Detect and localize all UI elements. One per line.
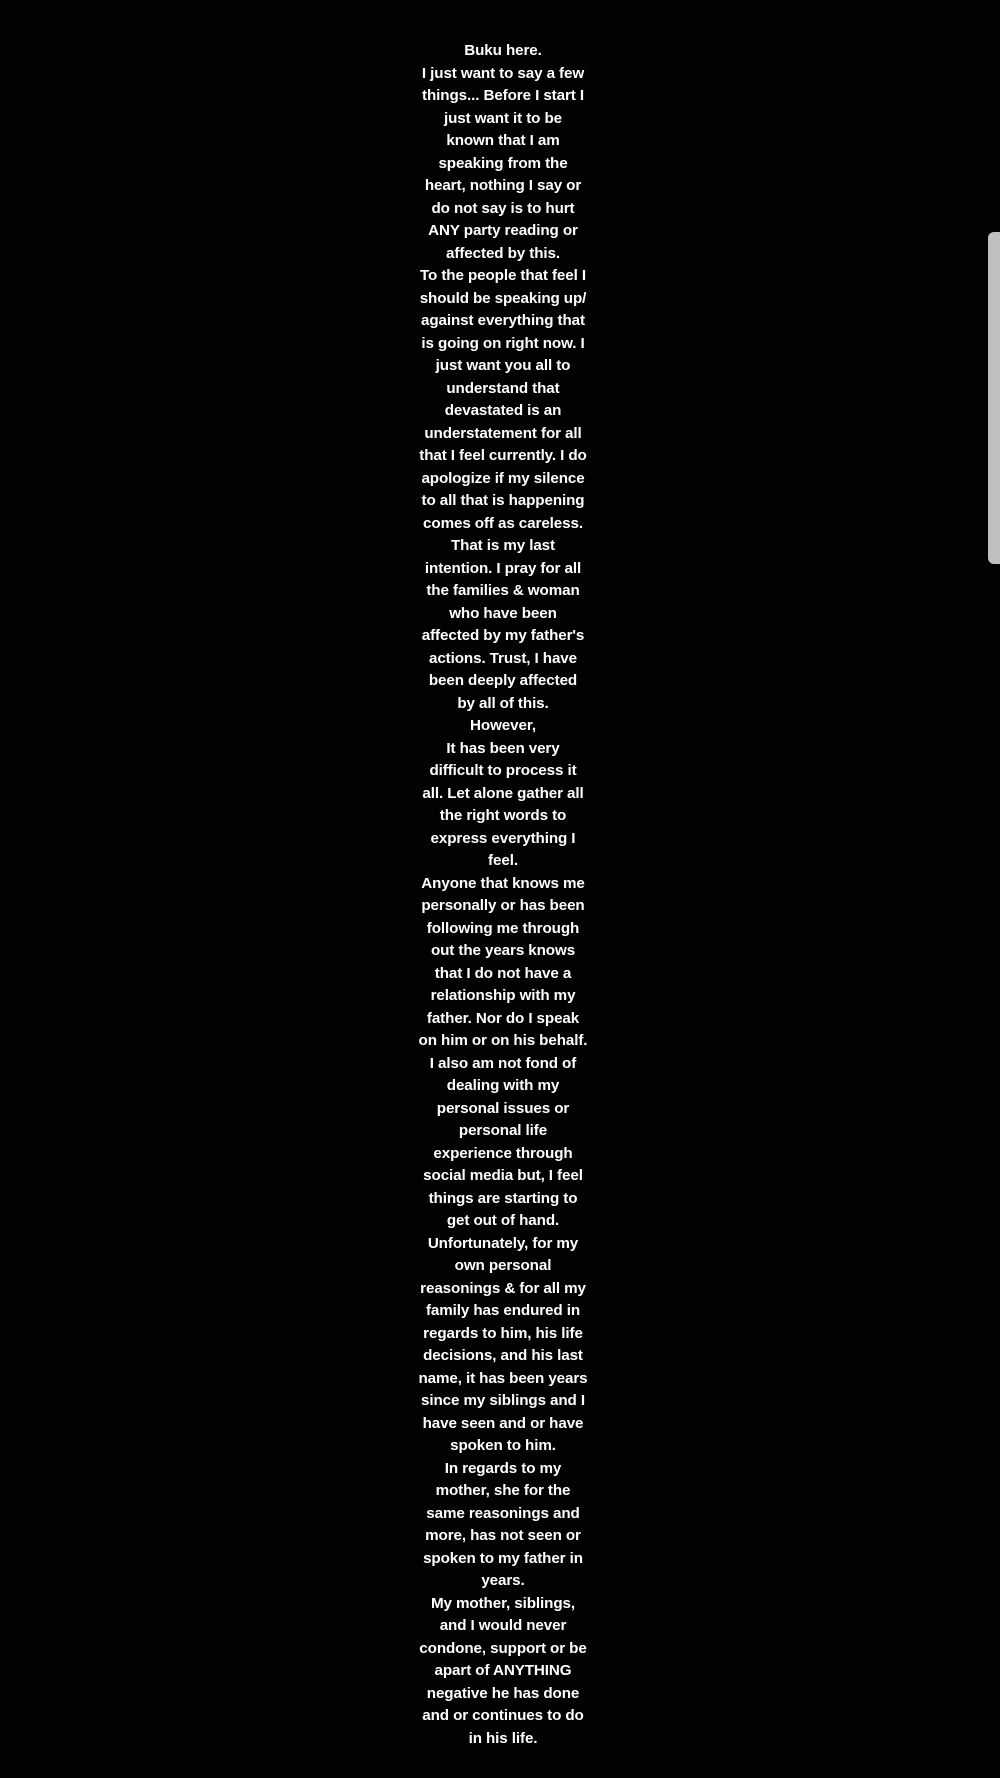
story-text-line: understatement for all: [424, 424, 582, 442]
story-text-line: have seen and or have: [422, 1414, 584, 1432]
story-text-line: It has been very: [446, 739, 560, 757]
story-text-line: and or continues to do: [422, 1707, 584, 1724]
story-text-line: personal issues or: [436, 1099, 570, 1117]
story-text-line: following me through: [426, 919, 580, 937]
scroll-indicator[interactable]: [988, 232, 1000, 564]
story-text-line: To the people that feel I: [420, 267, 586, 284]
story-text-line: regards to him, his life: [423, 1324, 583, 1342]
story-text-line: apart of ANYTHING: [434, 1662, 572, 1679]
story-text-line: by all of this.: [457, 694, 549, 712]
story-text-line: Buku here.: [464, 42, 542, 59]
story-text-line: mother, she for the: [435, 1482, 571, 1499]
story-text-line: just want it to be: [443, 109, 562, 127]
story-text-line: just want you all to: [435, 357, 571, 374]
story-text-line: intention. I pray for all: [424, 559, 582, 577]
story-text-line: more, has not seen or: [425, 1527, 581, 1544]
story-text-line: feel.: [488, 852, 518, 869]
story-text-line: relationship with my: [430, 987, 576, 1004]
story-text-line: difficult to process it: [429, 762, 577, 779]
story-text-line: do not say is to hurt: [431, 199, 575, 217]
story-text-line: is going on right now. I: [421, 334, 585, 352]
story-text-line: spoken to him.: [450, 1437, 556, 1454]
story-text-line: reasonings & for all my: [420, 1279, 586, 1297]
story-text-line: In regards to my: [444, 1459, 562, 1477]
story-text-line: speaking from the: [438, 154, 568, 172]
story-text-line: been deeply affected: [428, 672, 578, 689]
story-text-line: should be speaking up/: [419, 289, 587, 307]
story-text-line: comes off as careless.: [423, 514, 583, 532]
story-text-line: decisions, and his last: [423, 1347, 583, 1364]
story-text-line: apologize if my silence: [421, 469, 585, 487]
story-text-line: years.: [481, 1572, 525, 1589]
story-text-line: ANY party reading or: [428, 222, 578, 239]
story-text-line: out the years knows: [430, 942, 576, 959]
story-text-line: the right words to: [439, 807, 567, 824]
story-text-line: father. Nor do I speak: [426, 1009, 580, 1027]
story-text-line: experience through: [433, 1144, 573, 1162]
story-text-line: the families & woman: [426, 582, 580, 599]
story-text-line: name, it has been years: [418, 1369, 588, 1387]
story-text-line: Unfortunately, for my: [427, 1234, 579, 1252]
story-text-line: condone, support or be: [419, 1639, 587, 1657]
story-text-line: My mother, siblings,: [431, 1594, 575, 1612]
story-text-line: affected by my father's: [421, 627, 585, 644]
story-text-line: I just want to say a few: [421, 64, 585, 82]
story-text-line: actions. Trust, I have: [428, 649, 578, 667]
story-text-line: all. Let alone gather all: [422, 784, 584, 802]
story-text-line: on him or on his behalf.: [418, 1032, 588, 1049]
story-text-line: against everything that: [421, 312, 585, 329]
story-text-line: However,: [470, 717, 536, 734]
story-text-line: understand that: [446, 379, 560, 397]
story-text-line: personal life: [458, 1122, 548, 1139]
story-text-line: express everything I: [430, 829, 576, 847]
story-text-line: since my siblings and I: [421, 1392, 585, 1409]
story-text-line: things are starting to: [428, 1189, 578, 1207]
story-text-line: That is my last: [450, 537, 555, 554]
story-text-line: that I feel currently. I do: [419, 447, 587, 464]
story-text-line: dealing with my: [446, 1077, 560, 1094]
story-text-line: family has endured in: [425, 1302, 581, 1319]
story-text-line: to all that is happening: [421, 492, 585, 509]
story-text-line: devastated is an: [444, 402, 562, 419]
story-text-line: own personal: [454, 1257, 552, 1274]
story-text-line: Anyone that knows me: [421, 874, 585, 892]
story-text-line: get out of hand.: [446, 1212, 560, 1229]
story-text: [403, 40, 603, 1750]
story-text-line: social media but, I feel: [423, 1167, 583, 1184]
story-text-line: who have been: [449, 604, 557, 622]
story-text-line: negative he has done: [426, 1684, 580, 1702]
story-text-line: heart, nothing I say or: [424, 177, 582, 194]
story-text-line: and I would never: [439, 1617, 567, 1634]
story-text-line: that I do not have a: [434, 964, 572, 982]
story-text-line: things... Before I start I: [422, 87, 584, 104]
story-text-line: same reasonings and: [426, 1504, 580, 1522]
story-text-line: personally or has been: [421, 897, 585, 914]
story-text-line: affected by this.: [446, 244, 560, 262]
story-text-line: in his life.: [468, 1729, 538, 1747]
story-text-line: known that I am: [446, 132, 560, 149]
story-text-line: spoken to my father in: [423, 1549, 583, 1567]
story-text-line: I also am not fond of: [429, 1054, 577, 1072]
